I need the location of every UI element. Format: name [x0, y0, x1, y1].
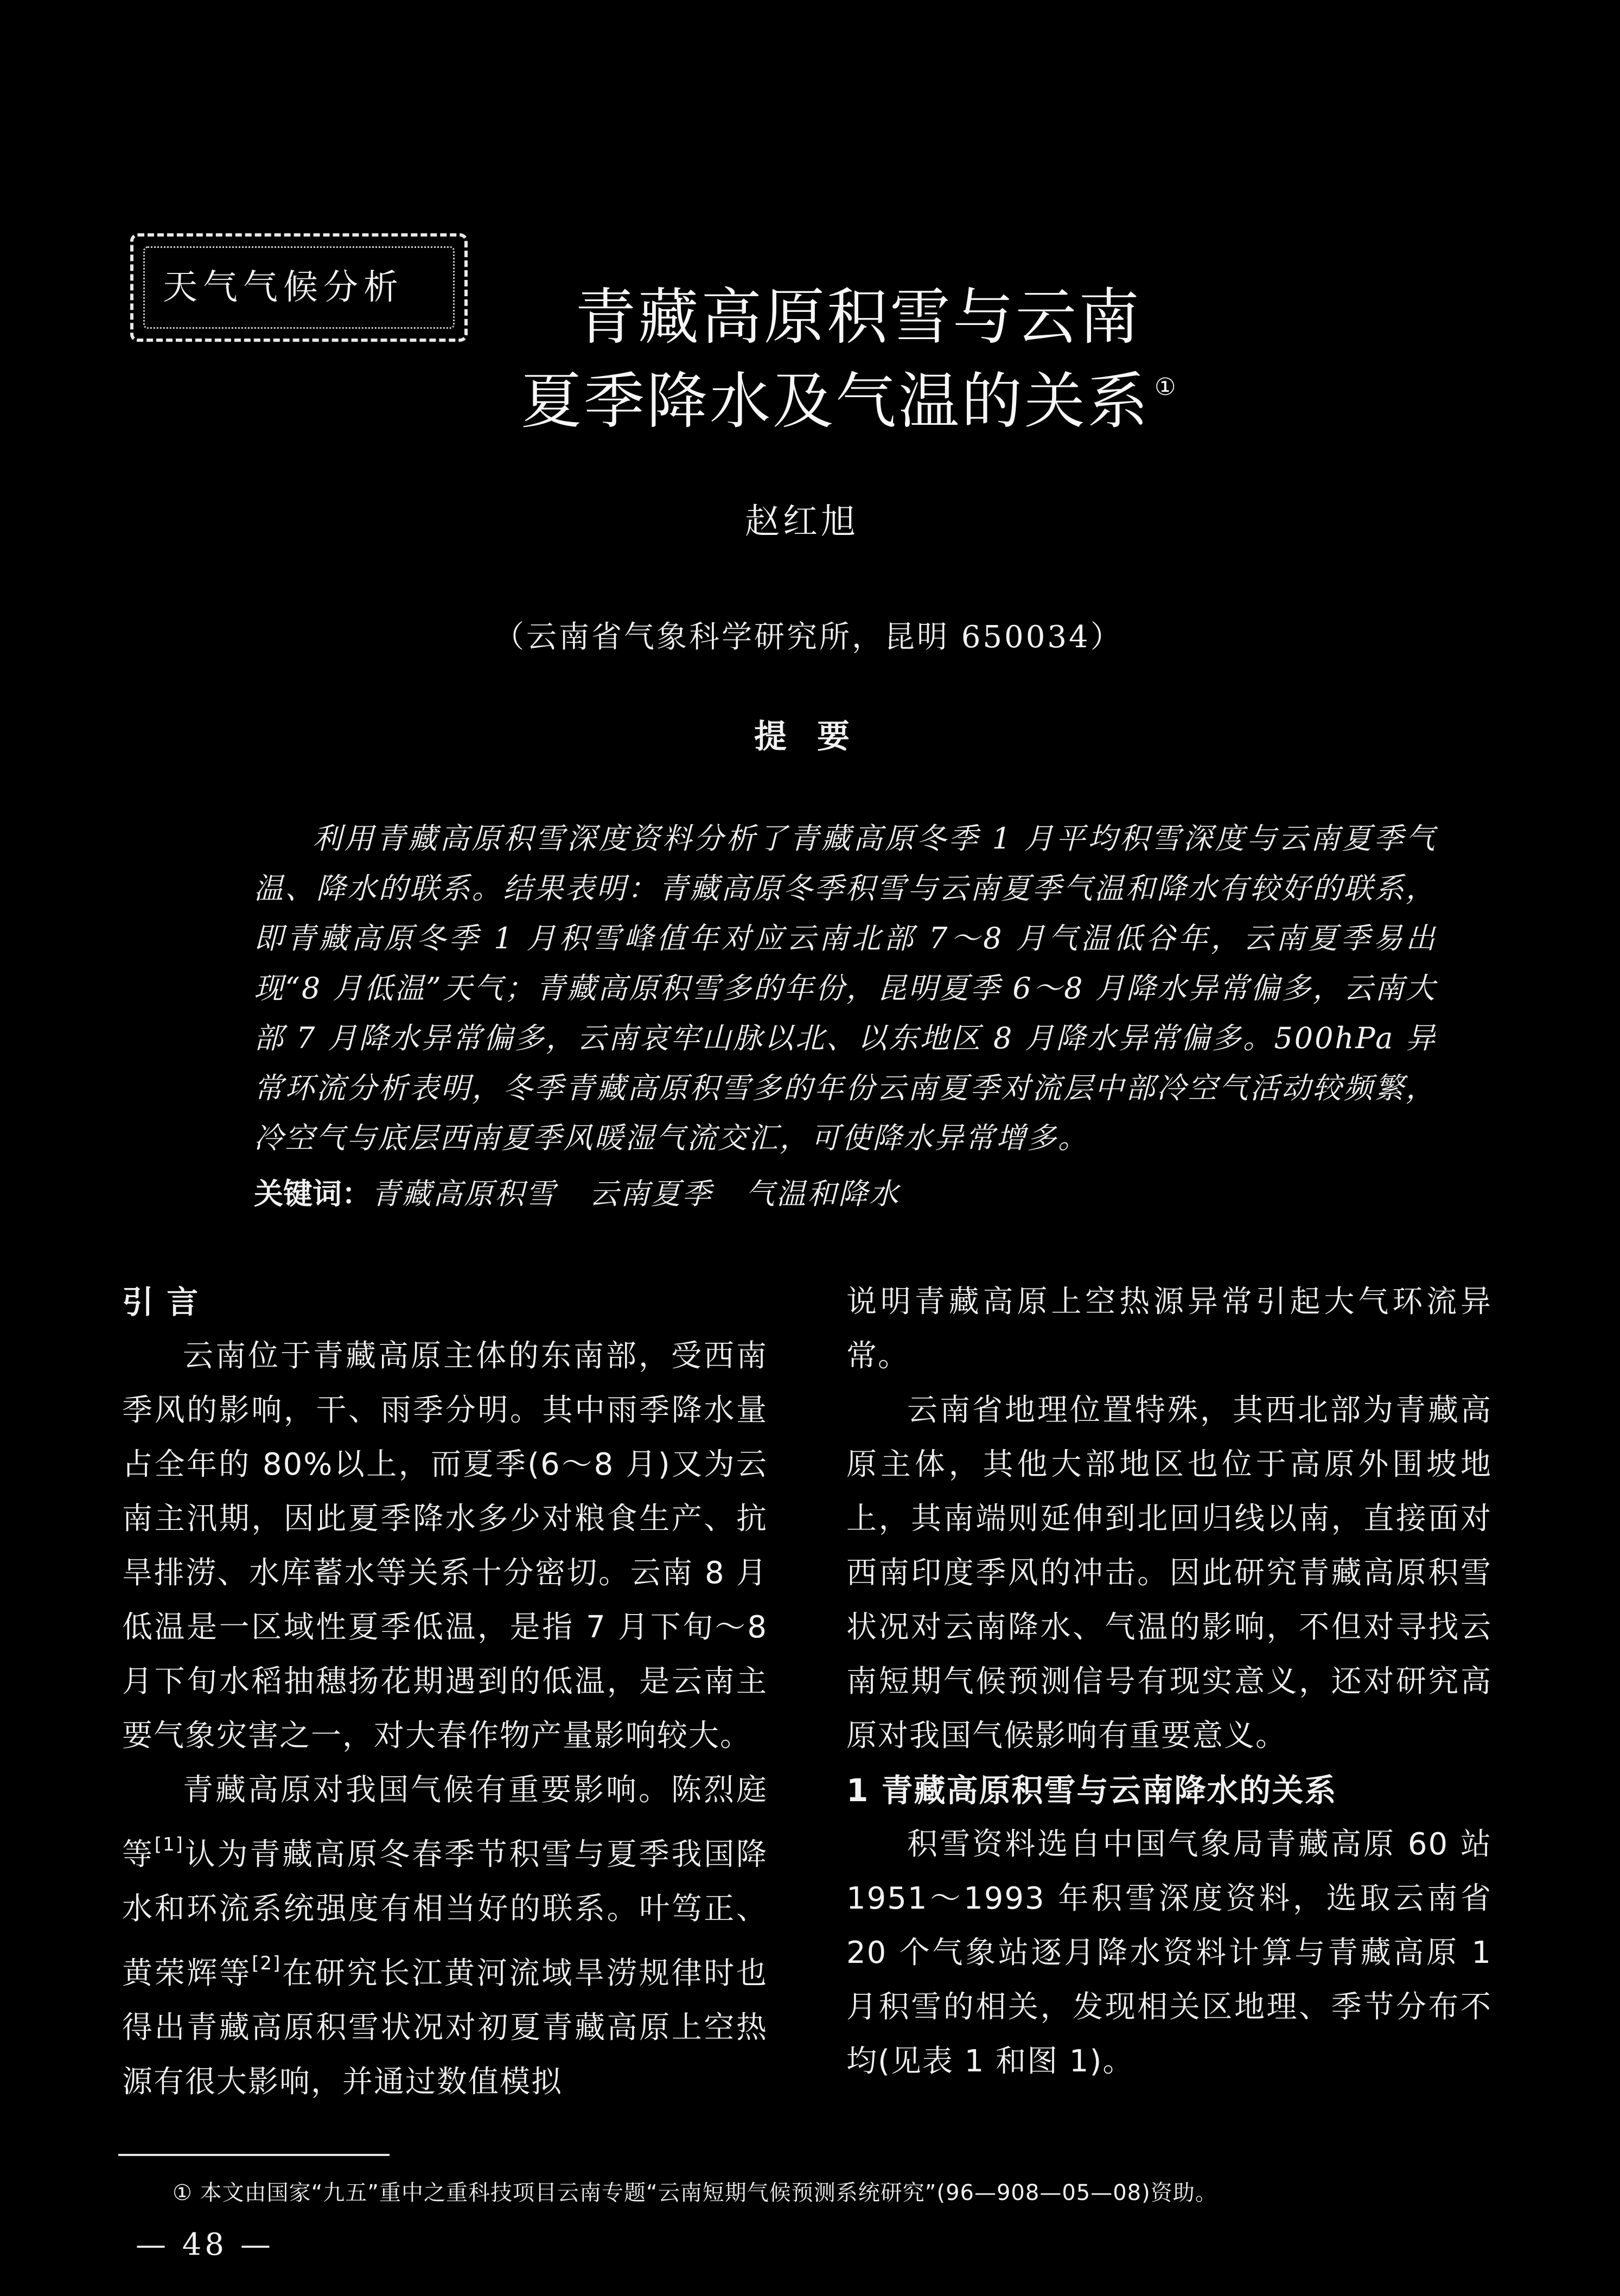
body-column-right — [846, 1275, 1492, 2089]
body-text: 认为青藏高原冬春季节积雪与夏季我国降水和环流系统强度有相当好的联系。叶笃正、黄荣辉等 — [122, 1837, 768, 1991]
title-footnote-mark: ① — [1155, 373, 1178, 401]
body-text: 在研究长江黄河流域旱涝规律时也得出青藏高原积雪状况对初夏青藏高原上空热源有很大影响，并通过数值模拟 — [122, 1956, 768, 2100]
author-name: 赵红旭 — [745, 502, 859, 542]
keyword-item: 气温和降水 — [745, 1177, 900, 1211]
body-paragraph: 云南省地理位置特殊，其西北部为青藏高原主体，其他大部地区也位于高原外围坡地上，其南端则延伸到北回归线以南，直接面对西南印度季风的冲击。因此研究青藏高原积雪状况对云南降水、气温的影响，不但对寻找云南短期气候预测信号有现实意义，还对研究高原对我国气候影响有重要意义。 — [846, 1393, 1492, 1753]
citation-ref: [2] — [252, 1953, 282, 1974]
footnote-divider — [118, 2154, 390, 2156]
page-number: — 48 — — [136, 2227, 274, 2262]
body-paragraph: 积雪资料选自中国气象局青藏高原 60 站 1951～1993 年积雪深度资料，选取云南省 20 个气象站逐月降水资料计算与青藏高原 1 月积雪的相关，发现相关区地理、季节分布不均(见表 1 和图 1)。 — [846, 1827, 1492, 2079]
paper-title-line-2-text: 夏季降水及气温的关系 — [521, 366, 1150, 437]
section-label: 天气气候分析 — [163, 267, 404, 308]
keyword-item: 云南夏季 — [589, 1177, 713, 1211]
intro-heading: 引 言 — [122, 1284, 200, 1321]
abstract-text: 利用青藏高原积雪深度资料分析了青藏高原冬季 1 月平均积雪深度与云南夏季气温、降水的联系。结果表明：青藏高原冬季积雪与云南夏季气温和降水有较好的联系，即青藏高原冬季 1 月积雪峰值年对应云南北部 7～8 月气温低谷年，云南夏季易出现“8 月低温”天气；青藏高原积雪多的年份，昆明夏季 6～8 月降水异常偏多，云南大部 7 月降水异常偏多，云南哀牢山脉以北、以东地区 8 月降水异常偏多。500hPa 异常环流分析表明，冬季青藏高原积雪多的年份云南夏季对流层中部冷空气活动较频繁，冷空气与底层西南夏季风暖湿气流交汇，可使降水异常增多。 — [254, 821, 1437, 1155]
footnote: ① 本文由国家“九五”重中之重科技项目云南专题“云南短期气候预测系统研究”(96—908—05—08)资助。 — [173, 2180, 1217, 2205]
body-paragraph — [122, 1763, 768, 2109]
body-text: 青藏高原对我国气候有重要影响。陈烈庭等 — [122, 1772, 768, 1872]
body-paragraph: 云南位于青藏高原主体的东南部，受西南季风的影响，干、雨季分明。其中雨季降水量占全年的 80%以上，而夏季(6～8 月)又为云南主汛期，因此夏季降水多少对粮食生产、抗旱排涝、水库蓄水等关系十分密切。云南 8 月低温是一区域性夏季低温，是指 7 月下旬～8 月下旬水稻抽穗扬花期遇到的低温，是云南主要气象灾害之一，对大春作物产量影响较大。 — [122, 1338, 768, 1753]
affiliation: （云南省气象科学研究所，昆明 650034） — [494, 620, 1123, 655]
citation-ref: [1] — [154, 1834, 184, 1855]
keyword-item: 青藏高原积雪 — [371, 1177, 557, 1211]
abstract-heading: 提要 — [754, 718, 880, 756]
body-paragraph: 说明青藏高原上空热源异常引起大气环流异常。 — [846, 1284, 1492, 1374]
paper-title-line-1: 青藏高原积雪与云南 — [575, 282, 1141, 353]
keywords-label: 关键词： — [254, 1177, 371, 1211]
keywords — [254, 1169, 1437, 1219]
paper-title-line-2 — [521, 353, 1178, 440]
body-column-left — [122, 1275, 768, 2109]
section-1-heading: 1 青藏高原积雪与云南降水的关系 — [846, 1772, 1337, 1809]
